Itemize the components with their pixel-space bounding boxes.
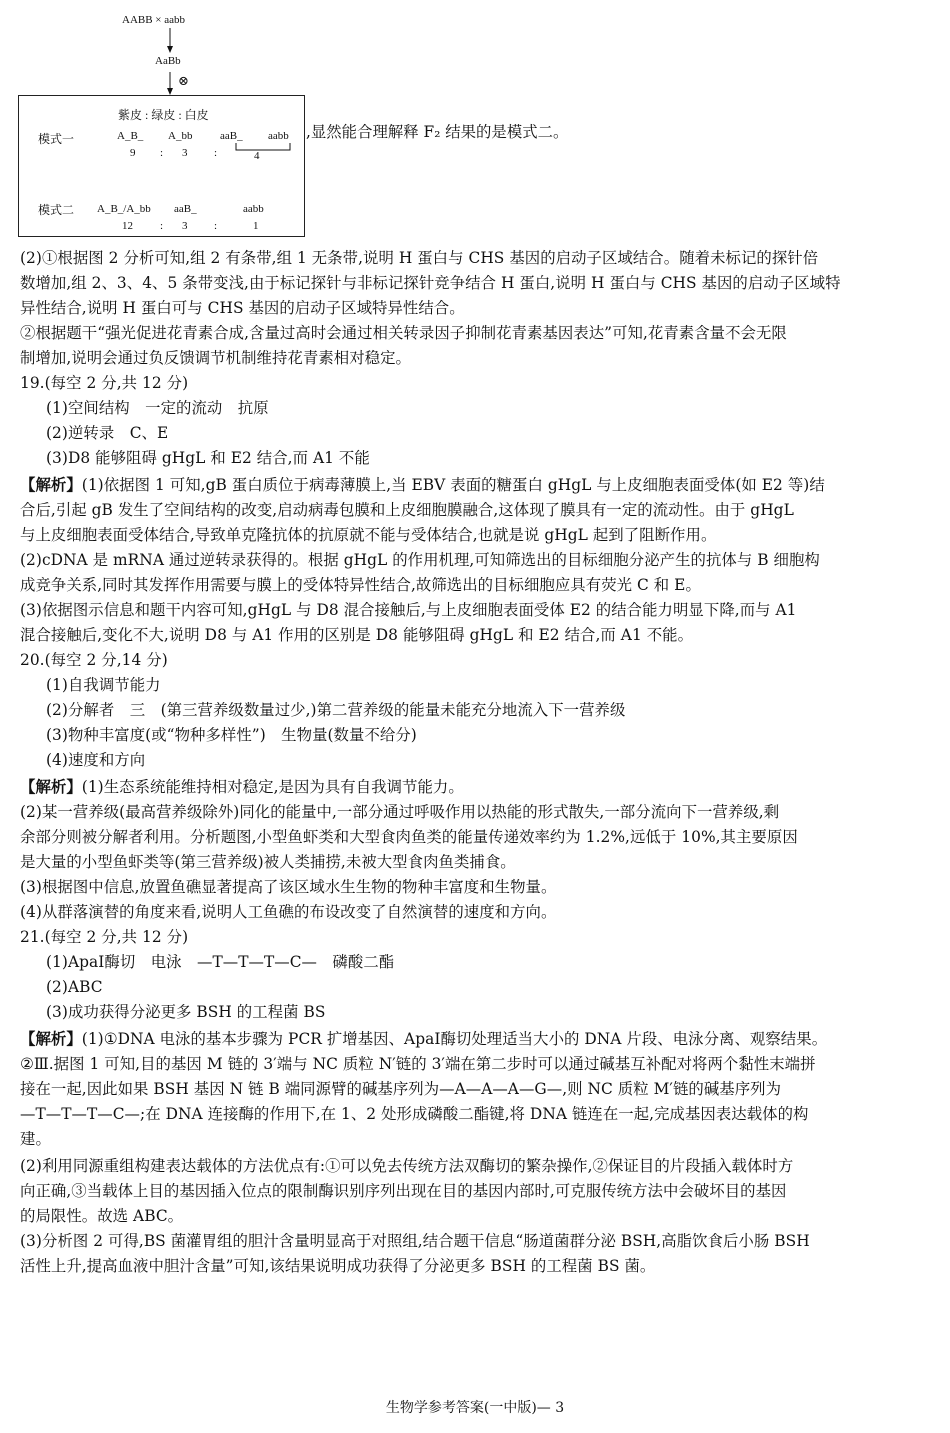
text-line: ②Ⅲ.据图 1 可知,目的基因 M 链的 3′端与 NC 质粒 N′链的 3′端在第二步时可以通过碱基互补配对将两个黏性末端拼 [20, 1055, 816, 1073]
table-header: 紫皮 : 绿皮 : 白皮 [118, 108, 209, 122]
text-line: (3)分析图 2 可得,BS 菌灌胃组的胆汁含量明显高于对照组,结合题干信息“肠道菌群分泌 BSH,高脂饮食后小肠 BSH [20, 1232, 810, 1250]
mode1-geno-2: A_bb [168, 130, 193, 142]
text-line: 接在一起,因此如果 BSH 基因 N 链 B 端同源臂的碱基序列为—A—A—A—G—,则 NC 质粒 M′链的碱基序列为 [20, 1080, 782, 1098]
page-footer: 生物学参考答案(一中版)— 3 [385, 1400, 565, 1416]
text-line: 是大量的小型鱼虾类等(第三营养级)被人类捕捞,未被大型食肉鱼类捕食。 [20, 853, 516, 871]
answer-line: (2)ABC [46, 978, 103, 996]
text-line: (3)根据图中信息,放置鱼礁显著提高了该区域水生生物的物种丰富度和生物量。 [20, 878, 557, 896]
mode1-label: 模式一 [38, 132, 75, 146]
mode2-geno-2: aaB_ [174, 203, 197, 215]
answer-line: (1)空间结构 一定的流动 抗原 [46, 399, 269, 417]
text-line: 制增加,说明会通过负反馈调节机制维持花青素相对稳定。 [20, 349, 411, 367]
mode1-ratio-1: 9 [130, 147, 136, 159]
text-line: 数增加,组 2、3、4、5 条带变浅,由于标记探针与非标记探针竞争结合 H 蛋白,说明 H 蛋白与 CHS 基因的启动子区域特 [20, 274, 841, 292]
question-heading: 20.(每空 2 分,14 分) [20, 651, 168, 669]
answer-line: (3)物种丰富度(或“物种多样性”) 生物量(数量不给分) [46, 726, 417, 744]
self-cross-symbol: ⊗ [178, 73, 189, 88]
analysis-line: 【解析】(1)①DNA 电泳的基本步骤为 PCR 扩增基因、ApaⅠ酶切处理适当大小的 DNA 片段、电泳分离、观察结果。 [20, 1030, 828, 1048]
analysis-label: 【解析】 [20, 778, 82, 796]
mode1-geno-3: aaB_ [220, 130, 243, 142]
analysis-line: 【解析】(1)依据图 1 可知,gB 蛋白质位于病毒薄膜上,当 EBV 表面的糖蛋白 gHgL 与上皮细胞表面受体(如 E2 等)结 [20, 476, 825, 494]
text-line: (2)①根据图 2 分析可知,组 2 有条带,组 1 无条带,说明 H 蛋白与 CHS 基因的启动子区域结合。随着未标记的探针倍 [20, 249, 819, 267]
mode1-geno-1: A_B_ [117, 130, 144, 142]
answer-line: (2)逆转录 C、E [46, 424, 169, 442]
mode1-ratio-3: 4 [254, 150, 260, 162]
mode2-label: 模式二 [38, 203, 75, 217]
text-line: (2)cDNA 是 mRNA 通过逆转录获得的。根据 gHgL 的作用机理,可知筛选出的目标细胞分泌产生的抗体与 B 细胞构 [20, 551, 820, 569]
mode1-ratio-sep-1: : [160, 147, 164, 159]
cross-parents: AABB × aabb [122, 14, 186, 26]
mode2-ratio-sep-1: : [160, 220, 164, 232]
answer-line: (4)速度和方向 [46, 751, 146, 769]
analysis-label: 【解析】 [20, 1030, 82, 1048]
answer-line: (1)ApaⅠ酶切 电泳 —T—T—T—C— 磷酸二酯 [46, 953, 395, 971]
mode1-ratio-sep-2: : [214, 147, 218, 159]
text-line: —T—T—T—C—;在 DNA 连接酶的作用下,在 1、2 处形成磷酸二酯键,将 DNA 链连在一起,完成基因表达载体的构 [20, 1105, 809, 1123]
mode2-geno-3: aabb [243, 203, 264, 215]
analysis-line: 【解析】(1)生态系统能维持相对稳定,是因为具有自我调节能力。 [20, 778, 464, 796]
mode2-ratio-2: 3 [182, 220, 188, 232]
answer-line: (3)D8 能够阻碍 gHgL 和 E2 结合,而 A1 不能 [46, 449, 370, 467]
merge-bracket [234, 142, 294, 154]
text-line: (3)依据图示信息和题干内容可知,gHgL 与 D8 混合接触后,与上皮细胞表面受体 E2 的结合能力明显下降,而与 A1 [20, 601, 797, 619]
answer-line: (1)自我调节能力 [46, 676, 161, 694]
cross-f1: AaBb [155, 55, 181, 67]
text-line: (2)利用同源重组构建表达载体的方法优点有:①可以免去传统方法双酶切的繁杂操作,②保证目的片段插入载体时方 [20, 1157, 794, 1175]
text-line: (2)某一营养级(最高营养级除外)同化的能量中,一部分通过呼吸作用以热能的形式散失,一部分流向下一营养级,剩 [20, 803, 780, 821]
mode1-geno-4: aabb [268, 130, 289, 142]
question-heading: 21.(每空 2 分,共 12 分) [20, 928, 189, 946]
text-line: 异性结合,说明 H 蛋白可与 CHS 基因的启动子区域特异性结合。 [20, 299, 465, 317]
text-line: 向正确,③当载体上目的基因插入位点的限制酶识别序列出现在目的基因内部时,可克服传统方法中会破坏目的基因 [20, 1182, 787, 1200]
mode2-geno-1: A_B_/A_bb [97, 203, 151, 215]
mode1-ratio-2: 3 [182, 147, 188, 159]
text-line: 混合接触后,变化不大,说明 D8 与 A1 作用的区别是 D8 能够阻碍 gHgL 和 E2 结合,而 A1 不能。 [20, 626, 694, 644]
text-line: (4)从群落演替的角度来看,说明人工鱼礁的布设改变了自然演替的速度和方向。 [20, 903, 557, 921]
mode2-ratio-1: 12 [122, 220, 133, 232]
text-line: 活性上升,提高血液中胆汁含量”可知,该结果说明成功获得了分泌更多 BSH 的工程菌 BS 菌。 [20, 1257, 656, 1275]
analysis-label: 【解析】 [20, 476, 82, 494]
question-heading: 19.(每空 2 分,共 12 分) [20, 374, 189, 392]
answer-line: (3)成功获得分泌更多 BSH 的工程菌 BS [46, 1003, 326, 1021]
text-line: 的局限性。故选 ABC。 [20, 1207, 184, 1225]
text-line: ②根据题干“强光促进花青素合成,含量过高时会通过相关转录因子抑制花青素基因表达”可知,花青素含量不会无限 [20, 324, 787, 342]
mode2-ratio-3: 1 [253, 220, 259, 232]
text-line: 合后,引起 gB 发生了空间结构的改变,启动病毒包膜和上皮细胞膜融合,这体现了膜具有一定的流动性。由于 gHgL [20, 501, 794, 519]
text-line: 建。 [20, 1130, 51, 1148]
text-line: 余部分则被分解者利用。分析题图,小型鱼虾类和大型食肉鱼类的能量传递效率约为 1.2%,远低于 10%,其主要原因 [20, 828, 798, 846]
mode2-ratio-sep-2: : [214, 220, 218, 232]
answer-line: (2)分解者 三 (第三营养级数量过少,)第二营养级的能量未能充分地流入下一营养级 [46, 701, 626, 719]
text-line: 成竞争关系,同时其发挥作用需要与膜上的受体特异性结合,故筛选出的目标细胞应具有荧光 C 和 E。 [20, 576, 701, 594]
conclusion-text: ,显然能合理解释 F₂ 结果的是模式二。 [306, 123, 569, 141]
text-line: 与上皮细胞表面受体结合,导致单克隆抗体的抗原就不能与受体结合,也就是说 gHgL 起到了阻断作用。 [20, 526, 717, 544]
